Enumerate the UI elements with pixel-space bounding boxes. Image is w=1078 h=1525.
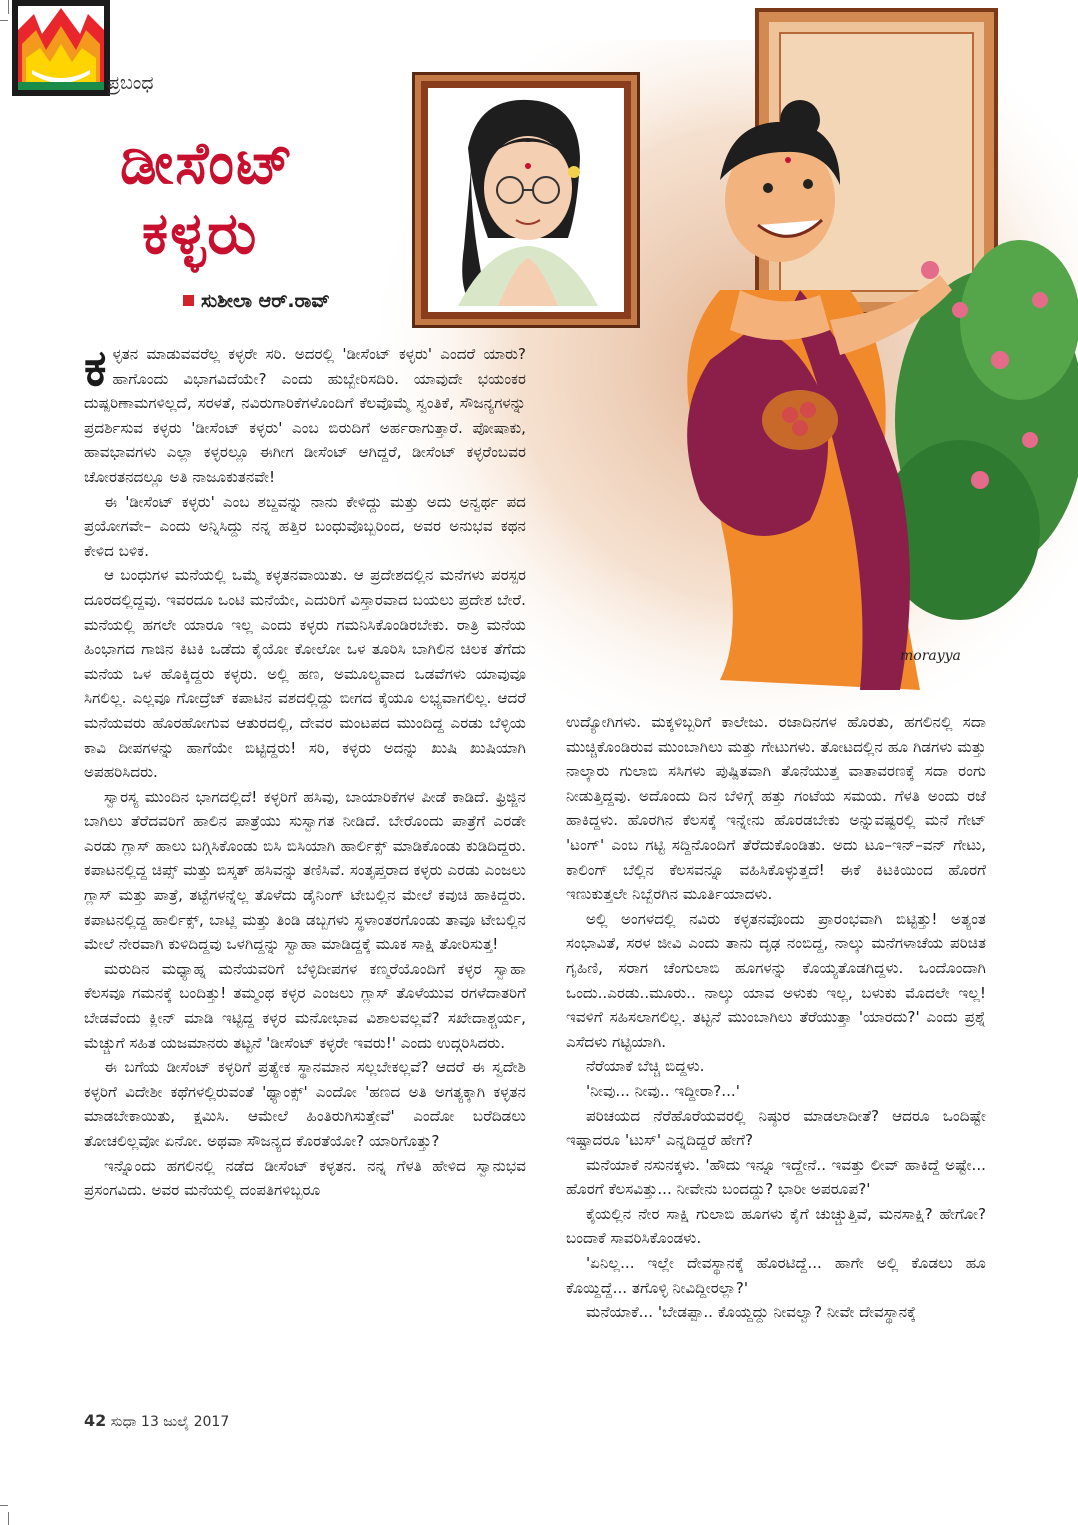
paragraph: ಮನೆಯಾಕೆ ನಸುನಕ್ಕಳು. 'ಹೌದು ಇನ್ನೂ ಇದ್ದೇನೆ.. ಇವತ್ತು ಲೀವ್ ಹಾಕಿದ್ದೆ ಅಷ್ಟೇ... ಹೊರಗೆ ಕೆಲಸವಿತ್ತು... ನೀವೇನು ಬಂದದ್ದು? ಭಾರೀ ಅಪರೂಪ?' <box>566 1155 986 1199</box>
article-left-column <box>84 338 526 1203</box>
article-title <box>120 128 360 268</box>
title-line-1: ಡೀಸೆಂಟ್ <box>120 129 295 197</box>
issue-date: 13 ಜುಲೈ 2017 <box>141 1414 230 1430</box>
woman-picking-roses-illustration <box>600 60 1078 700</box>
paragraph: ಅಲ್ಲಿ ಅಂಗಳದಲ್ಲಿ ನವಿರು ಕಳ್ಳತನವೊಂದು ಪ್ರಾರಂಭವಾಗಿ ಬಿಟ್ಟಿತ್ತು! ಅತ್ಯಂತ ಸಂಭಾವಿತೆ, ಸರಳ ಜೀವಿ ಎಂದು ತಾನು ದೃಢ ನಂಬಿದ್ದ, ನಾಲ್ಕು ಮನೆಗಳಾಚೆಯ ಪರಿಚಿತ ಗೃಹಿಣಿ, ಸರಾಗ ಚೆಂಗುಲಾಬಿ ಹೂಗಳನ್ನು ಕೊಯ್ಯತೊಡಗಿದ್ದಳು. ಒಂದೊಂದಾಗಿ ಒಂದು..ಎರಡು..ಮೂರು.. ನಾಲ್ಕು ಯಾವ ಅಳುಕು ಇಲ್ಲ, ಬಳುಕು ಮೊದಲೇ ಇಲ್ಲ! ಇವಳಿಗೆ ಸಹಿಸಲಾಗಲಿಲ್ಲ. ತಟ್ಟನೆ ಮುಂಬಾಗಿಲು ತೆರೆಯುತ್ತಾ 'ಯಾರದು?' ಎಂದು ಪ್ರಶ್ನೆ ಎಸೆದಳು ಗಟ್ಟಿಯಾಗಿ. <box>566 909 986 1051</box>
magazine-name: ಸುಧಾ <box>110 1414 137 1430</box>
article-right-column <box>566 710 986 1325</box>
illustrator-signature: morayya <box>900 648 961 664</box>
paragraph: 'ನೀವು... ನೀವು.. ಇದ್ದೀರಾ?...' <box>586 1081 740 1100</box>
paragraph: ನೆರೆಯಾಕೆ ಬೆಚ್ಚಿ ಬಿದ್ದಳು. <box>586 1057 705 1076</box>
author-square-icon <box>183 295 194 306</box>
author-name: ಸುಶೀಲಾ ಆರ್.ರಾವ್ <box>201 290 330 312</box>
paragraph: ಪರಿಚಯದ ನೆರೆಹೊರೆಯವರಲ್ಲಿ ನಿಷ್ಠುರ ಮಾಡಲಾದೀತೆ? ಆದರೂ ಒಂದಿಷ್ಟೇ ಇಷ್ಟಾದರೂ 'ಟುಸ್' ಎನ್ನದಿದ್ದರೆ ಹೇಗೆ? <box>566 1106 986 1150</box>
paragraph: ಸ್ವಾರಸ್ಯ ಮುಂದಿನ ಭಾಗದಲ್ಲಿದೆ! ಕಳ್ಳರಿಗೆ ಹಸಿವು, ಬಾಯಾರಿಕೆಗಳ ಪೀಡೆ ಕಾಡಿದೆ. ಫ್ರಿಜ್ಜಿನ ಬಾಗಿಲು ತೆರೆದವರಿಗೆ ಹಾಲಿನ ಪಾತ್ರೆಯು ಸುಸ್ವಾಗತ ನೀಡಿದೆ. ಬೇರೊಂದು ಪಾತ್ರೆಗೆ ಎರಡೇ ಎರಡು ಗ್ಲಾಸ್ ಹಾಲು ಬಗ್ಗಿಸಿಕೊಂಡು ಬಿಸಿ ಬಿಸಿಯಾಗಿ ಹಾರ್ಲಿಕ್ಸ್ ಮಾಡಿಕೊಂಡು ಕುಡಿದಿದ್ದರು. ಕಪಾಟನಲ್ಲಿದ್ದ ಚಿಪ್ಸ್ ಮತ್ತು ಬಿಸ್ಕತ್ ಹಸಿವನ್ನು ತಣಿಸಿವೆ. ಸಂತೃಪ್ತರಾದ ಕಳ್ಳರು ಎರಡು ಎಂಜಲು ಗ್ಲಾಸ್ ಮತ್ತು ಪಾತ್ರೆ, ತಟ್ಟೆಗಳನ್ನೆಲ್ಲ ತೊಳೆದು ಡೈನಿಂಗ್ ಟೇಬಲ್ಲಿನ ಮೇಲೆ ಕವುಚಿ ಹಾಕಿದ್ದರು. ಕಪಾಟನಲ್ಲಿದ್ದ ಹಾರ್ಲಿಕ್ಸ್, ಬಾಟ್ಲಿ ಮತ್ತು ತಿಂಡಿ ಡಬ್ಬಗಳು ಸ್ಥಳಾಂತರಗೊಂಡು ತಾವೂ ಟೇಬಲ್ಲಿನ ಮೇಲೆ ನೇರವಾಗಿ ಕುಳಿದಿದ್ದವು ಒಳಗಿದ್ದನ್ನು ಸ್ವಾಹಾ ಮಾಡಿದ್ದಕ್ಕೆ ಮೂಕ ಸಾಕ್ಷಿ ತೋರಿಸುತ್ತ! <box>84 787 526 954</box>
title-line-2: ಕಳ್ಳರು <box>142 199 259 267</box>
neighbour-portrait <box>428 88 618 306</box>
paragraph: ಈ ಬಗೆಯ ಡೀಸೆಂಟ್ ಕಳ್ಳರಿಗೆ ಪ್ರತ್ಯೇಕ ಸ್ಥಾನಮಾನ ಸಲ್ಲಬೇಕಲ್ಲವೆ? ಆದರೆ ಈ ಸ್ವದೇಶಿ ಕಳ್ಳರಿಗೆ ವಿದೇಶೀ ಕಥೆಗಳಲ್ಲಿರುವಂತೆ 'ಥ್ಯಾಂಕ್ಸ್' ಎಂದೋ 'ಹಣದ ಅತಿ ಅಗತ್ಯಕ್ಕಾಗಿ ಕಳ್ಳತನ ಮಾಡಬೇಕಾಯಿತು, ಕ್ಷಮಿಸಿ. ಆಮೇಲೆ ಹಿಂತಿರುಗಿಸುತ್ತೇವೆ' ಎಂದೋ ಬರೆದಿಡಲು ತೋಚಲಿಲ್ಲವೋ ಏನೋ. ಅಥವಾ ಸೌಜನ್ಯದ ಕೊರತೆಯೋ? ಯಾರಿಗೊತ್ತು? <box>84 1058 526 1150</box>
paragraph: ಕೈಯಲ್ಲಿನ ನೇರ ಸಾಕ್ಷಿ ಗುಲಾಬಿ ಹೂಗಳು ಕೈಗೆ ಚುಚ್ಚುತ್ತಿವೆ, ಮನಸಾಕ್ಷಿ? ಹೇಗೋ? ಬಂದಾಕೆ ಸಾವರಿಸಿಕೊಂಡಳು. <box>566 1204 986 1248</box>
paragraph: ಇನ್ನೊಂದು ಹಗಲಿನಲ್ಲಿ ನಡೆದ ಡೀಸೆಂಟ್ ಕಳ್ಳತನ. ನನ್ನ ಗೆಳತಿ ಹೇಳಿದ ಸ್ವಾನುಭವ ಪ್ರಸಂಗವಿದು. ಅವರ ಮನೆಯಲ್ಲಿ ದಂಪತಿಗಳಿಬ್ಬರೂ <box>84 1156 526 1200</box>
paragraph: ಮನೆಯಾಕೆ... 'ಬೇಡಪ್ಪಾ.. ಕೊಯ್ದದ್ದು ನೀವಲ್ವಾ? ನೀವೇ ದೇವಸ್ಥಾನಕ್ಕೆ <box>586 1303 917 1322</box>
paragraph: ಆ ಬಂಧುಗಳ ಮನೆಯಲ್ಲಿ ಒಮ್ಮೆ ಕಳ್ಳತನವಾಯಿತು. ಆ ಪ್ರದೇಶದಲ್ಲಿನ ಮನೆಗಳು ಪರಸ್ಪರ ದೂರದಲ್ಲಿದ್ದವು. ಇವರದೂ ಒಂಟಿ ಮನೆಯೇ, ಎದುರಿಗೆ ವಿಸ್ತಾರವಾದ ಬಯಲು ಪ್ರದೇಶ ಬೇರೆ. ಮನೆಯಲ್ಲಿ ಹಗಲೇ ಯಾರೂ ಇಲ್ಲ ಎಂದು ಕಳ್ಳರು ಗಮನಿಸಿಕೊಂಡಿರಬೇಕು. ರಾತ್ರಿ ಮನೆಯ ಹಿಂಭಾಗದ ಗಾಜಿನ ಕಿಟಕಿ ಒಡೆದು ಕೈಯೋ ಕೋಲೋ ಒಳ ತೂರಿಸಿ ಬಾಗಿಲಿನ ಚಿಲಕ ತೆಗೆದು ಮನೆಯ ಒಳ ಹೊಕ್ಕಿದ್ದರು ಕಳ್ಳರು. ಅಲ್ಲಿ ಹಣ, ಅಮೂಲ್ಯವಾದ ಒಡವೆಗಳು ಯಾವುವೂ ಸಿಗಲಿಲ್ಲ. ಎಲ್ಲವೂ ಗೋದ್ರೆಜ್ ಕಪಾಟಿನ ವಶದಲ್ಲಿದ್ದು ಬೀಗದ ಕೈಯೂ ಲಭ್ಯವಾಗಲಿಲ್ಲ. ಆದರೆ ಮನೆಯವರು ಹೊರಹೋಗುವ ಆತುರದಲ್ಲಿ, ದೇವರ ಮಂಟಪದ ಮುಂದಿದ್ದ ಎರಡು ಬೆಳ್ಳಿಯ ಕಾವಿ ದೀಪಗಳನ್ನು ಹಾಗೆಯೇ ಬಿಟ್ಟಿದ್ದರು! ಸರಿ, ಕಳ್ಳರು ಅದನ್ನು ಖುಷಿ ಖುಷಿಯಾಗಿ ಅಪಹರಿಸಿದರು. <box>84 566 526 782</box>
paragraph: ಮರುದಿನ ಮಧ್ಯಾಹ್ನ ಮನೆಯವರಿಗೆ ಬೆಳ್ಳಿದೀಪಗಳ ಕಣ್ಮರೆಯೊಂದಿಗೆ ಕಳ್ಳರ ಸ್ವಾಹಾ ಕೆಲಸವೂ ಗಮನಕ್ಕೆ ಬಂದಿತ್ತು! ತಮ್ಮಂಥ ಕಳ್ಳರ ಎಂಜಲು ಗ್ಲಾಸ್ ತೊಳೆಯುವ ರಗಳೆದಾತರಿಗೆ ಬೇಡವೆಂದು ಕ್ಲೀನ್ ಮಾಡಿ ಇಟ್ಟಿದ್ದ ಕಳ್ಳರ ಮನೋಭಾವ ವಿಶಾಲವಲ್ಲವೆ? ಸಖೇದಾಶ್ಚರ್ಯ, ಮೆಚ್ಚುಗೆ ಸಹಿತ ಯಜಮಾನರು ತಟ್ಟನೆ 'ಡೀಸೆಂಟ್ ಕಳ್ಳರೇ ಇವರು!' ಎಂದು ಉದ್ಗರಿಸಿದರು. <box>84 959 526 1052</box>
paragraph: 'ಏನಿಲ್ಲ... ಇಲ್ಲೇ ದೇವಸ್ಥಾನಕ್ಕೆ ಹೊರಟಿದ್ದೆ... ಹಾಗೇ ಅಲ್ಲಿ ಕೊಡಲು ಹೂ ಕೊಯ್ದಿದ್ದೆ... ತಗೊಳ್ಳಿ ನೀವಿದ್ದೀರಲ್ಲಾ?' <box>566 1254 986 1297</box>
drop-cap: ಕ <box>84 338 107 397</box>
author-byline <box>183 290 330 312</box>
page-number: 42 <box>84 1411 107 1430</box>
section-label: ಪ್ರಬಂಧ <box>107 72 154 94</box>
paragraph: ಉದ್ಯೋಗಿಗಳು. ಮಕ್ಕಳಿಬ್ಬರಿಗೆ ಕಾಲೇಜು. ರಜಾದಿನಗಳ ಹೊರತು, ಹಗಲಿನಲ್ಲಿ ಸದಾ ಮುಚ್ಚಿಕೊಂಡಿರುವ ಮುಂಬಾಗಿಲು ಮತ್ತು ಗೇಟುಗಳು. ತೋಟದಲ್ಲಿನ ಹೂ ಗಿಡಗಳು ಮತ್ತು ನಾಲ್ಕಾರು ಗುಲಾಬಿ ಸಸಿಗಳು ಪುಷ್ಪಿತವಾಗಿ ತೊನೆಯುತ್ತ ವಾತಾವರಣಕ್ಕೆ ಸದಾ ರಂಗು ನೀಡುತ್ತಿದ್ದವು. ಅದೊಂದು ದಿನ ಬೆಳಿಗ್ಗೆ ಹತ್ತು ಗಂಟೆಯ ಸಮಯ. ಗೆಳತಿ ಅಂದು ರಜೆ ಹಾಕಿದ್ದಳು. ಹೊರಗಿನ ಕೆಲಸಕ್ಕೆ ಇನ್ನೇನು ಹೊರಡಬೇಕು ಅನ್ನುವಷ್ಟರಲ್ಲಿ ಮನೆ ಗೇಟ್ 'ಟಂಗ್' ಎಂಬ ಗಟ್ಟಿ ಸದ್ದಿನೊಂದಿಗೆ ತೆರೆದುಕೊಂಡಿತು. ಅದು ಟೂ–ಇನ್–ವನ್ ಗೇಟು, ಕಾಲಿಂಗ್ ಬೆಲ್ಲಿನ ಕೆಲಸವನ್ನೂ ವಹಿಸಿಕೊಳ್ಳುತ್ತದೆ! ಈಕೆ ಕಿಟಕಿಯಿಂದ ಹೊರಗೆ ಇಣುಕುತ್ತಲೇ ನಿಬ್ಬೆರಗಿನ ಮೂರ್ತಿಯಾದಳು. <box>566 713 986 904</box>
page-footer <box>84 1411 229 1430</box>
paragraph: ಕಳ್ಳತನ ಮಾಡುವವರೆಲ್ಲ ಕಳ್ಳರೇ ಸರಿ. ಅದರಲ್ಲಿ 'ಡೀಸೆಂಟ್ ಕಳ್ಳರು' ಎಂದರೆ ಯಾರು? ಹಾಗೊಂದು ವಿಭಾಗವಿದೆಯೇ? ಎಂದು ಹುಬ್ಬೇರಿಸದಿರಿ. ಯಾವುದೇ ಭಯಂಕರ ದುಷ್ಪರಿಣಾಮಗಳಿಲ್ಲದೆ, ಸರಳತೆ, ನವಿರುಗಾರಿಕೆಗಳೊಂದಿಗೆ ಕೆಲವೊಮ್ಮೆ ಸ್ವಂತಿಕೆ, ಸೌಜನ್ಯಗಳನ್ನು ಪ್ರದರ್ಶಿಸುವ ಕಳ್ಳರು 'ಡೀಸೆಂಟ್ ಕಳ್ಳರು' ಎಂಬ ಬಿರುದಿಗೆ ಅರ್ಹರಾಗುತ್ತಾರೆ. ಪೋಷಾಕು, ಹಾವಭಾವಗಳು ಎಲ್ಲಾ ಕಳ್ಳರಲ್ಲೂ ಈಗೀಗ ಡೀಸೆಂಟ್ ಆಗಿದ್ದರೆ, ಡೀಸೆಂಟ್ ಕಳ್ಳರೆಂಬವರ ಚೋರತನದಲ್ಲೂ ಅತಿ ನಾಜೂಕುತನವೇ! <box>84 338 526 486</box>
magazine-logo <box>12 0 110 96</box>
paragraph: ಈ 'ಡೀಸೆಂಟ್ ಕಳ್ಳರು' ಎಂಬ ಶಬ್ದವನ್ನು ನಾನು ಕೇಳಿದ್ದು ಮತ್ತು ಅದು ಅನ್ವರ್ಥ ಪದ ಪ್ರಯೋಗವೇ– ಎಂದು ಅನ್ನಿಸಿದ್ದು ನನ್ನ ಹತ್ತಿರ ಬಂಧುವೊಬ್ಬರಿಂದ, ಅವರ ಅನುಭವ ಕಥನ ಕೇಳಿದ ಬಳಿಕ. <box>84 492 526 560</box>
